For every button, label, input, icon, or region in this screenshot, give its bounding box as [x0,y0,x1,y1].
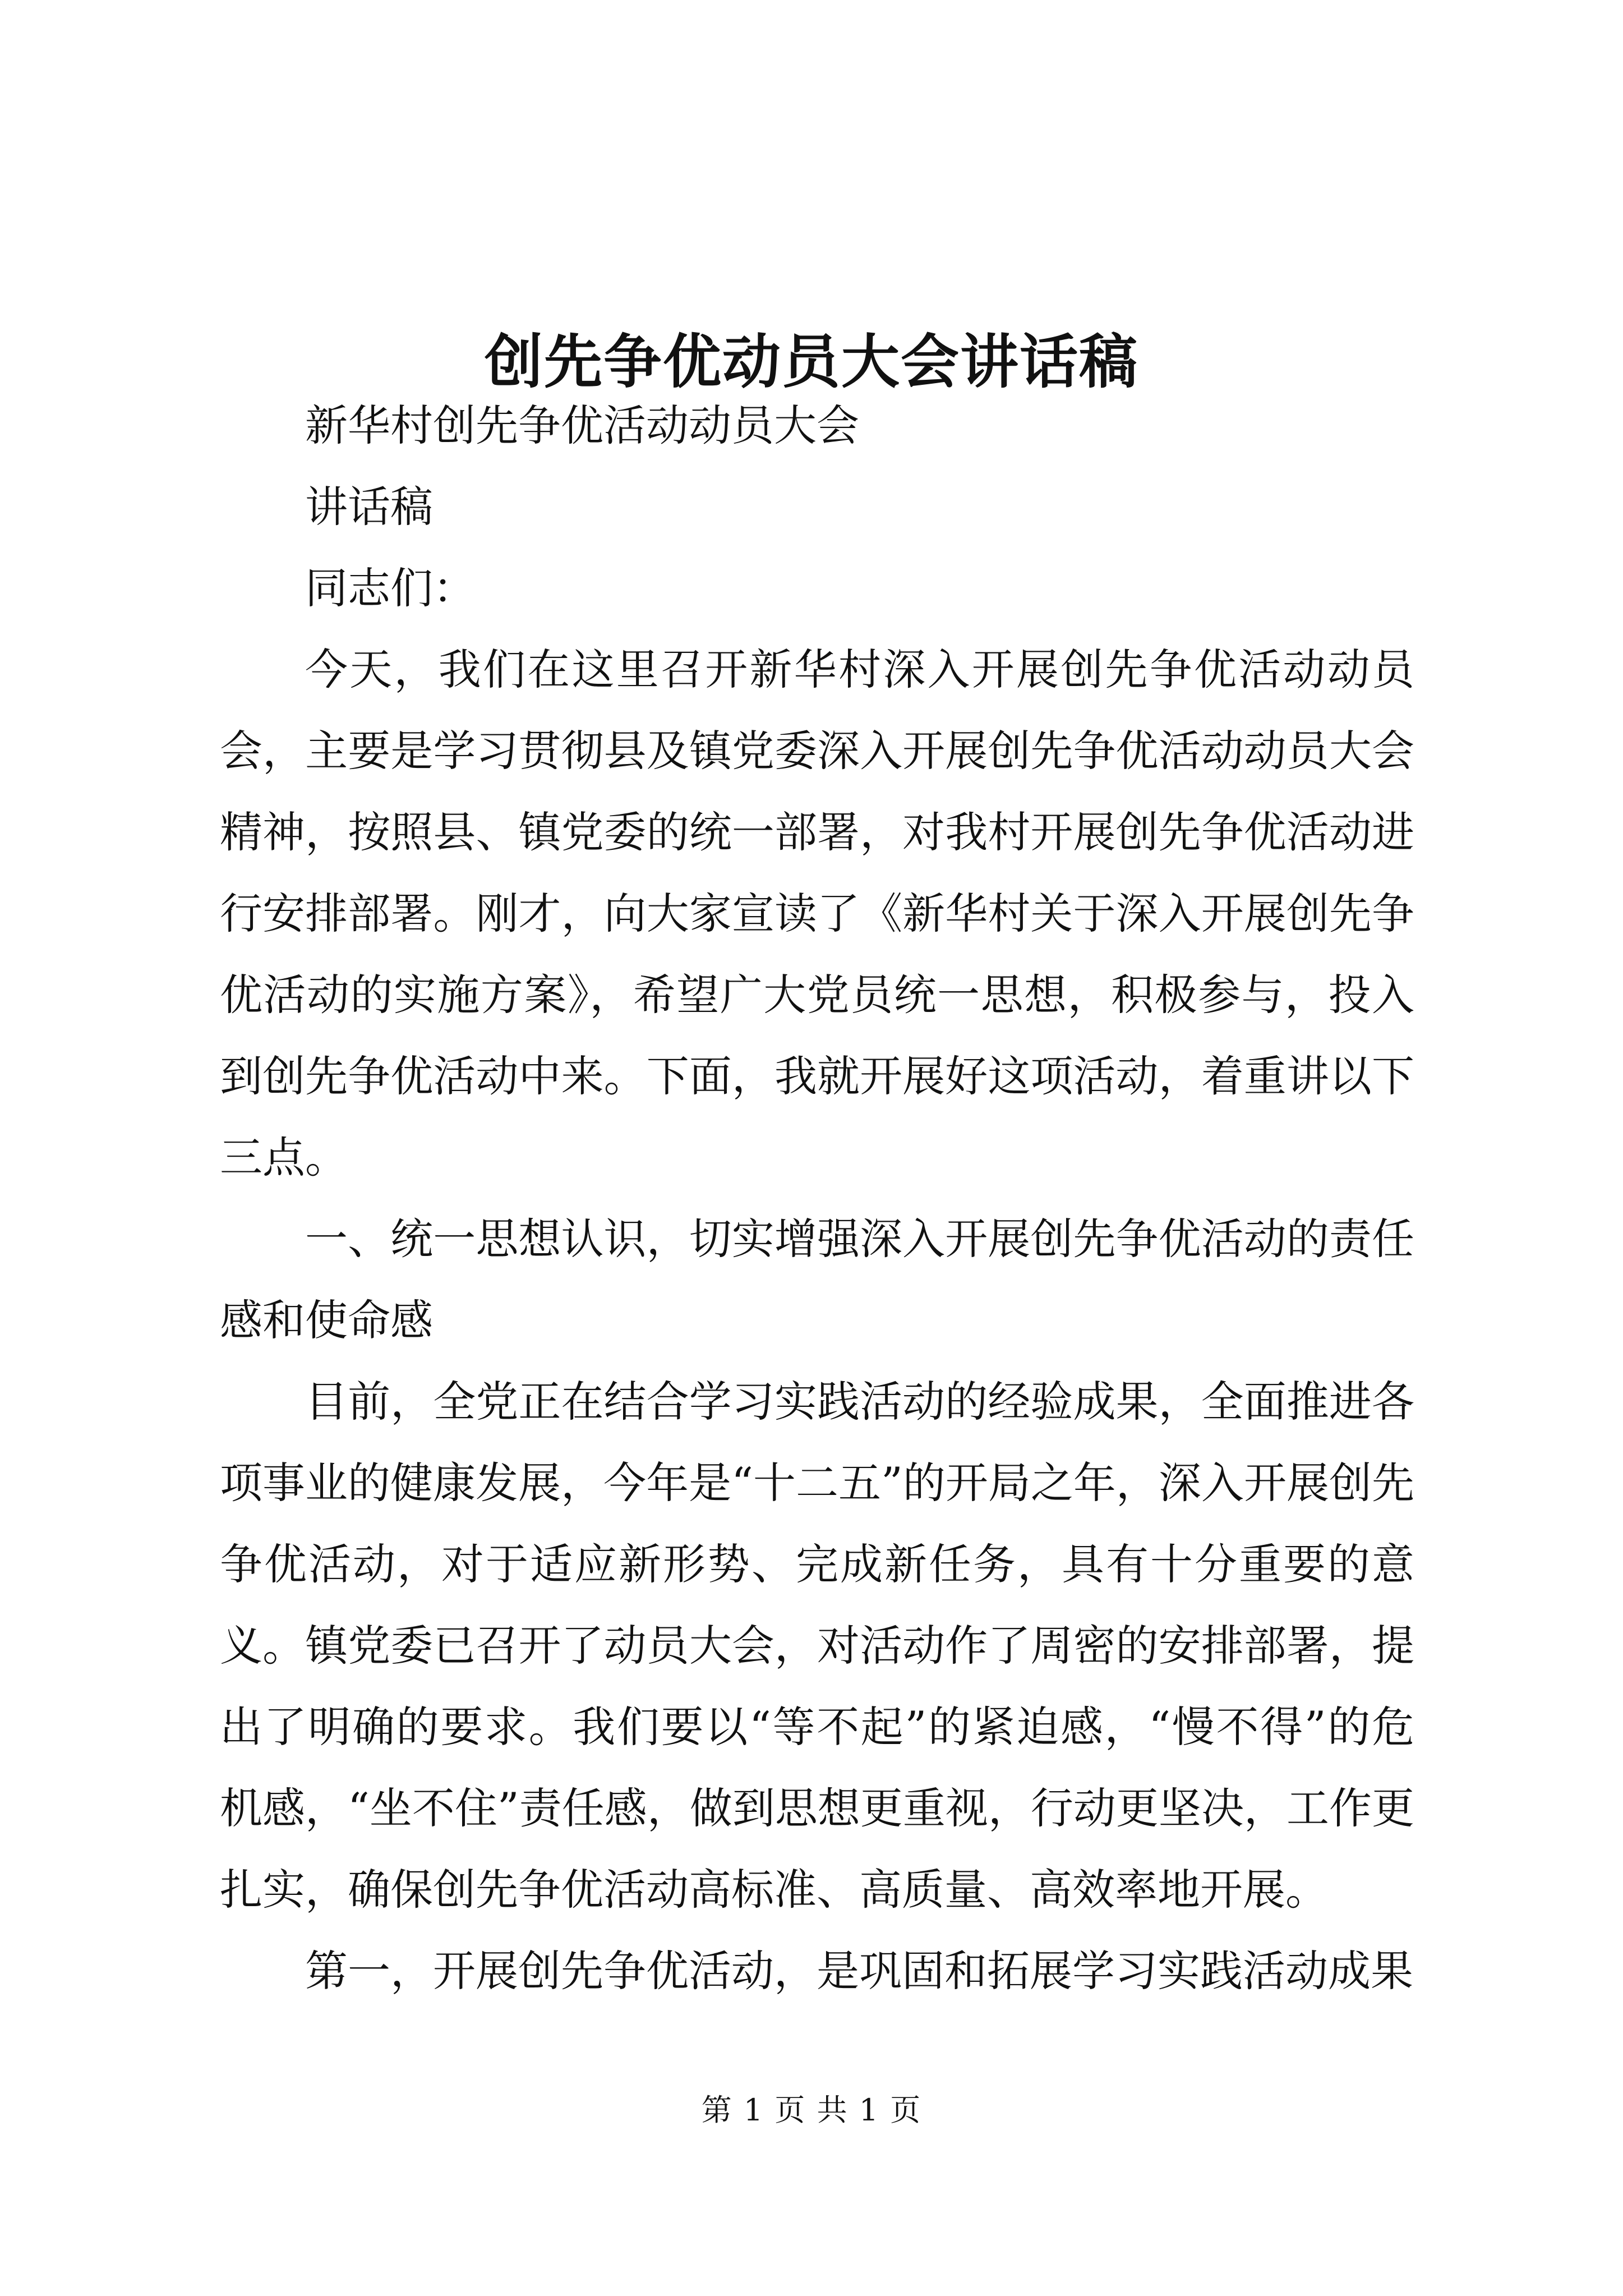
paragraph-intro: 今天，我们在这里召开新华村深入开展创先争优活动动员会，主要是学习贯彻县及镇党委深入开展创先争优活动动员大会精神，按照县、镇党委的统一部署，对我村开展创先争优活动进行安排部署。刚才，向大家宣读了《新华村关于深入开展创先争优活动的实施方案》，希望广大党员统一思想，积极参与，投入到创先争优活动中来。下面，我就开展好这项活动，着重讲以下三点。 [220,645,1414,1182]
paragraph-current-situation: 目前，全党正在结合学习实践活动的经验成果，全面推进各项事业的健康发展，今年是“十二五”的开局之年，深入开展创先争优活动，对于适应新形势、完成新任务，具有十分重要的意义。镇党委已召开了动员大会，对活动作了周密的安排部署，提出了明确的要求。我们要以“等不起”的紧迫感，“慢不得”的危机感，“坐不住”责任感，做到思想更重视，行动更坚决，工作更扎实，确保创先争优活动高标准、高质量、高效率地开展。 [220,1377,1414,1915]
page-footer: 第 1 页 共 1 页 [701,2092,922,2128]
document-title: 创先争优动员大会讲话稿 [484,326,1138,396]
paragraph-meeting-name: 新华村创先争优活动动员大会 [305,401,859,450]
paragraph-first-point: 第一，开展创先争优活动，是巩固和拓展学习实践活动成果 [305,1946,1413,1996]
paragraph-salutation: 同志们： [305,563,476,613]
document-body [220,385,1414,2012]
section-heading-one: 一、统一思想认识，切实增强深入开展创先争优活动的责任感和使命感 [220,1214,1414,1345]
paragraph-speech-label: 讲话稿 [305,482,433,532]
